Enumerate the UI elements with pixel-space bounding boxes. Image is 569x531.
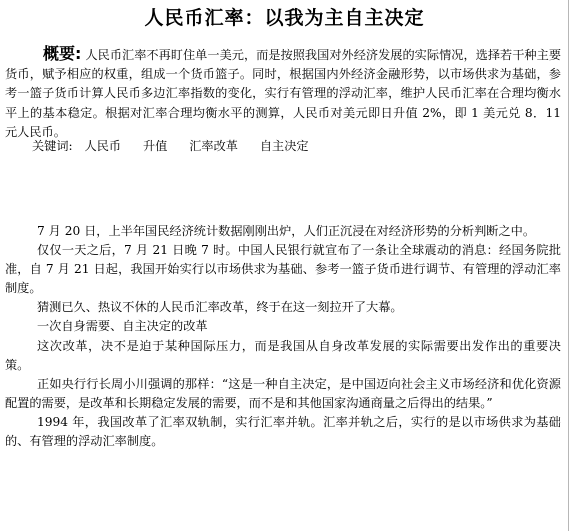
body-paragraph: 仅仅一天之后，7 月 21 日晚 7 时。中国人民银行就宣布了一条让全球震动的消息：经国务院批准，自 7 月 21 日起，我国开始实行以市场供求为基础、参考一篮子货币进行调节、有管理的浮动汇率制度。: [5, 243, 561, 296]
section-heading: 一次自身需要、自主决定的改革: [37, 319, 208, 334]
keyword: 人民币: [84, 139, 122, 153]
abstract-label: 概要:: [43, 44, 82, 63]
body-paragraph: 1994 年，我国改革了汇率双轨制，实行汇率并轨。汇率并轨之后，实行的是以市场供求为基础的、有管理的浮动汇率制度。: [5, 414, 561, 449]
body-paragraph: 猜测已久、热议不休的人民币汇率改革，终于在这一刻拉开了大幕。: [37, 300, 403, 315]
body-paragraph: 7 月 20 日，上半年国民经济统计数据刚刚出炉，人们正沉浸在对经济形势的分析判断之中。: [37, 224, 536, 238]
keywords-line: [32, 137, 552, 156]
abstract-block: [5, 44, 561, 142]
keyword: 自主决定: [259, 139, 309, 153]
body-paragraph: 这次改革，决不是迫于某种国际压力，而是我国从自身改革发展的实际需要出发作出的重要决策。: [5, 338, 561, 372]
body-paragraph: 正如央行行长周小川强调的那样：“这是一种自主决定，是中国迈向社会主义市场经济和优化资源配置的需要，是改革和长期稳定发展的需要，而不是和其他国家沟通商量之后得出的结果。”: [5, 376, 561, 410]
article-title: 人民币汇率：以我为主自主决定: [144, 7, 425, 29]
abstract-text: 人民币汇率不再盯住单一美元，而是按照我国对外经济发展的实际情况，选择若干种主要货币，赋予相应的权重，组成一个货币篮子。同时，根据国内外经济金融形势，以市场供求为基础，参考一篮子货币计算人民币多边汇率指数的变化，实行有管理的浮动汇率，维护人民币汇率在合理均衡水平上的基本稳定。根据对汇率合理均衡水平的测算，人民币对美元即日升值 2%，即 1 美元兑 8．11 元人民币。: [5, 48, 562, 139]
keyword: 升值: [142, 139, 168, 153]
keyword: 汇率改革: [189, 139, 238, 153]
keywords-label: 关键词:: [32, 139, 73, 153]
article-body: [5, 222, 561, 451]
